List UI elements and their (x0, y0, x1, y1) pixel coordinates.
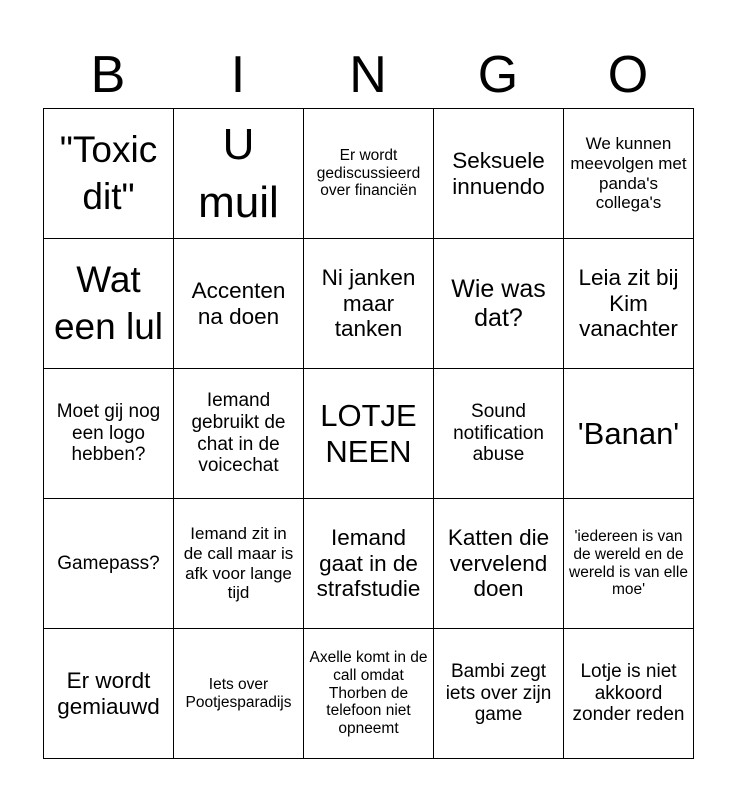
header-letter-i: I (230, 46, 246, 104)
bingo-cell[interactable]: U muil (174, 109, 304, 239)
bingo-cell[interactable]: Bambi zegt iets over zijn game (434, 629, 564, 759)
bingo-board (43, 108, 694, 759)
board-row (44, 369, 694, 499)
board-row (44, 239, 694, 369)
header-letter-o: O (607, 46, 649, 104)
bingo-cell[interactable]: "Toxic dit" (44, 109, 174, 239)
bingo-cell[interactable]: Iets over Pootjesparadijs (174, 629, 304, 759)
board-row (44, 499, 694, 629)
bingo-cell[interactable]: Ni janken maar tanken (304, 239, 434, 369)
bingo-cell[interactable]: 'iedereen is van de wereld en de wereld is van elle moe' (564, 499, 694, 629)
bingo-cell[interactable]: Wat een lul (44, 239, 174, 369)
bingo-cell[interactable]: Iemand gebruikt de chat in de voicechat (174, 369, 304, 499)
header-letter-n: N (349, 46, 387, 104)
bingo-cell[interactable]: We kunnen meevolgen met panda's collega's (564, 109, 694, 239)
bingo-cell[interactable]: Iemand gaat in de strafstudie (304, 499, 434, 629)
bingo-cell[interactable]: Axelle komt in de call omdat Thorben de telefoon niet opneemt (304, 629, 434, 759)
board-row (44, 629, 694, 759)
bingo-header (43, 42, 693, 108)
bingo-cell[interactable]: Katten die vervelend doen (434, 499, 564, 629)
header-letter-b: B (90, 46, 126, 104)
bingo-cell[interactable]: Gamepass? (44, 499, 174, 629)
bingo-cell[interactable]: Sound notification abuse (434, 369, 564, 499)
bingo-cell[interactable]: Lotje is niet akkoord zonder reden (564, 629, 694, 759)
bingo-cell-free[interactable]: LOTJE NEEN (304, 369, 434, 499)
bingo-cell[interactable]: Accenten na doen (174, 239, 304, 369)
bingo-cell[interactable]: Er wordt gediscussieerd over financiën (304, 109, 434, 239)
bingo-cell[interactable]: Iemand zit in de call maar is afk voor lange tijd (174, 499, 304, 629)
header-letter-g: G (477, 46, 519, 104)
bingo-cell[interactable]: Er wordt gemiauwd (44, 629, 174, 759)
bingo-cell[interactable]: Moet gij nog een logo hebben? (44, 369, 174, 499)
bingo-cell[interactable]: Leia zit bij Kim vanachter (564, 239, 694, 369)
bingo-cell[interactable]: 'Banan' (564, 369, 694, 499)
bingo-cell[interactable]: Seksuele innuendo (434, 109, 564, 239)
bingo-cell[interactable]: Wie was dat? (434, 239, 564, 369)
board-row (44, 109, 694, 239)
